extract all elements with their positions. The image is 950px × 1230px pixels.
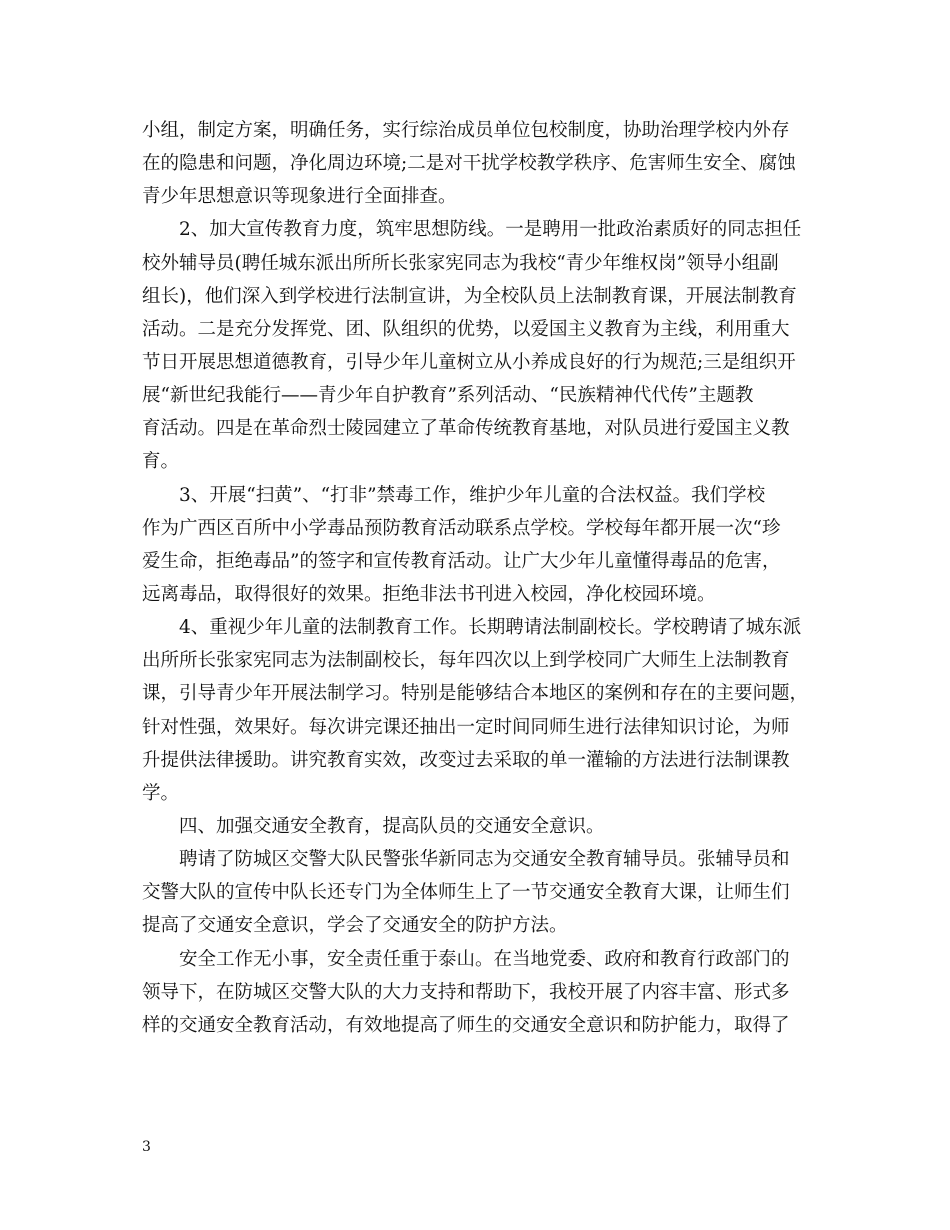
text-line: 校外辅导员(聘任城东派出所所长张家宪同志为我校“青少年维权岗”领导小组副 xyxy=(142,252,779,274)
text-line: 作为广西区百所中小学毒品预防教育活动联系点学校。学校每年都开展一次“珍 xyxy=(142,517,781,539)
document-body xyxy=(142,114,822,1042)
text-line: 针对性强，效果好。每次讲完课还抽出一定时间同师生进行法律知识讨论，为师 xyxy=(142,716,790,738)
text-line: 3、开展“扫黄”、“打非”禁毒工作，维护少年儿童的合法权益。我们学校 xyxy=(142,484,766,506)
text-line: 出所所长张家宪同志为法制副校长，每年四次以上到学校同广大师生上法制教育 xyxy=(142,650,790,672)
text-line: 样的交通安全教育活动，有效地提高了师生的交通安全意识和防护能力，取得了 xyxy=(142,1014,790,1036)
text-line: 小组，制定方案，明确任务，实行综治成员单位包校制度，协助治理学校内外存 xyxy=(142,120,790,141)
text-line: 4、重视少年儿童的法制教育工作。长期聘请法制副校长。学校聘请了城东派 xyxy=(142,617,802,639)
text-line: 节日开展思想道德教育，引导少年儿童树立从小养成良好的行为规范;三是组织开 xyxy=(142,351,796,373)
text-line: 远离毒品，取得很好的效果。拒绝非法书刊进入校园，净化校园环境。 xyxy=(142,583,716,605)
text-line: 聘请了防城区交警大队民警张华新同志为交通安全教育辅导员。张辅导员和 xyxy=(142,849,790,871)
text-line: 课，引导青少年开展法制学习。特别是能够结合本地区的案例和存在的主要问题， xyxy=(142,683,809,705)
text-line: 2、加大宣传教育力度，筑牢思想防线。一是聘用一批政治素质好的同志担任 xyxy=(142,219,802,241)
text-line: 领导下，在防城区交警大队的大力支持和帮助下，我校开展了内容丰富、形式多 xyxy=(142,981,790,1003)
text-line: 育。 xyxy=(142,451,180,473)
text-line: 育活动。四是在革命烈士陵园建立了革命传统教育基地，对队员进行爱国主义教 xyxy=(142,418,790,440)
text-line: 在的隐患和问题，净化周边环境;二是对干扰学校教学秩序、危害师生安全、腐蚀 xyxy=(142,153,796,175)
text-line: 青少年思想意识等现象进行全面排查。 xyxy=(142,186,457,208)
text-line: 组长)，他们深入到学校进行法制宣讲，为全校队员上法制教育课，开展法制教育 xyxy=(142,285,797,307)
text-line: 提高了交通安全意识，学会了交通安全的防护方法。 xyxy=(142,915,568,937)
text-line: 交警大队的宣传中队长还专门为全体师生上了一节交通安全教育大课，让师生们 xyxy=(142,882,790,904)
text-line: 升提供法律援助。讲究教育实效，改变过去采取的单一灌输的方法进行法制课教 xyxy=(142,749,790,771)
page-number: 3 xyxy=(142,1139,151,1155)
text-line: 展“新世纪我能行——青少年自护教育”系列活动、“民族精神代代传”主题教 xyxy=(142,385,754,407)
text-line: 安全工作无小事，安全责任重于泰山。在当地党委、政府和教育行政部门的 xyxy=(142,948,790,970)
text-line: 四、加强交通安全教育，提高队员的交通安全意识。 xyxy=(142,815,605,837)
text-line: 爱生命，拒绝毒品”的签字和宣传教育活动。让广大少年儿童懂得毒品的危害， xyxy=(142,550,781,572)
text-line: 学。 xyxy=(142,782,180,804)
text-line: 活动。二是充分发挥党、团、队组织的优势，以爱国主义教育为主线，利用重大 xyxy=(142,318,790,340)
